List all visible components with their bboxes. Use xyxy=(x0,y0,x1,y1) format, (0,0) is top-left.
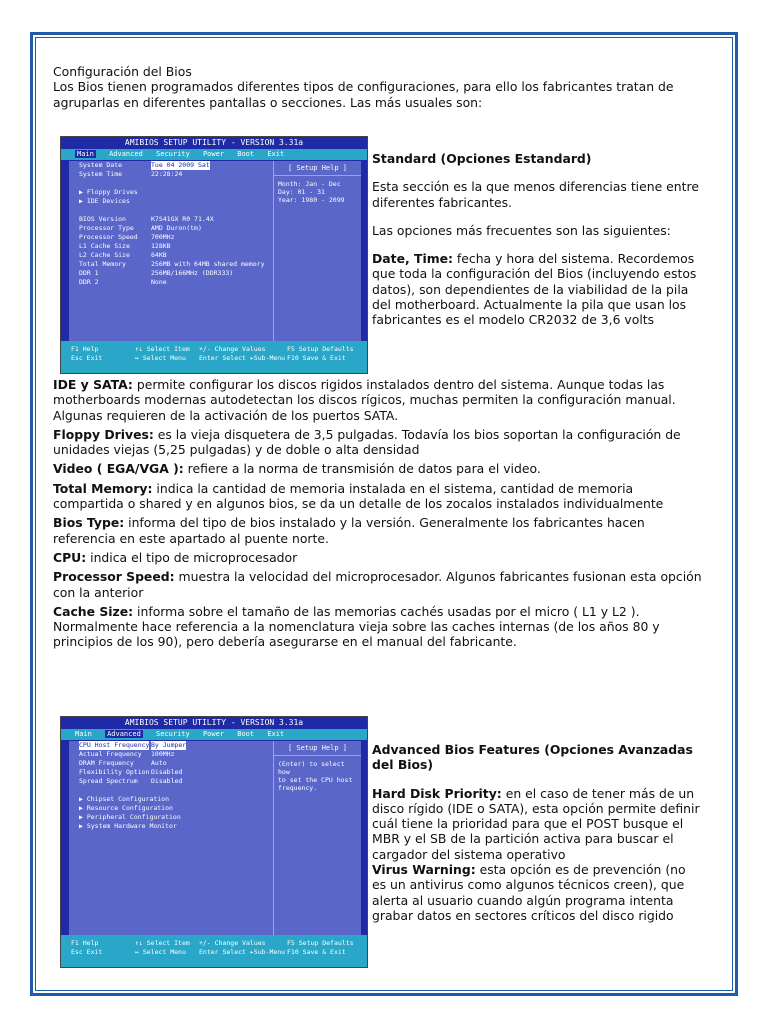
intro-title: Configuración del Bios xyxy=(53,64,192,79)
item-label: Processor Speed: xyxy=(53,569,175,585)
item-label: Bios Type: xyxy=(53,515,125,531)
bios-setting-row xyxy=(69,197,273,206)
bios-screenshot-standard xyxy=(60,136,368,374)
bios-help-text: (Enter) to select how to set the CPU host frequency. xyxy=(278,760,353,792)
bios-menu-advanced: Advanced xyxy=(107,730,141,738)
bios-setting-row xyxy=(69,813,273,822)
item-label: Floppy Drives: xyxy=(53,426,154,442)
bios-settings-panel xyxy=(69,741,273,935)
bios-setting-name: L2 Cache Size xyxy=(79,251,130,259)
bios-footer-line xyxy=(71,345,357,354)
bios-setting-row xyxy=(69,251,273,260)
bios-footer-key: F5 Setup Defaults xyxy=(287,939,354,947)
bios-setting-name: DRAM Frequency xyxy=(79,759,134,767)
bios-help-panel xyxy=(273,741,361,935)
list-item-cache-size xyxy=(53,604,705,650)
bios-help-title: [ Setup Help ] xyxy=(274,161,361,176)
bios-footer-key: F10 Save & Exit xyxy=(287,948,346,956)
bios-setting-name: System Time xyxy=(79,170,123,178)
item-text: informa del tipo de bios instalado y la versión. Generalmente los fabricantes hacen referencia en este apartado al puente norte. xyxy=(53,515,645,546)
bios-footer-line xyxy=(71,354,357,363)
bios-setting-name: Actual Frequency xyxy=(79,750,142,758)
bios-footer-key: F10 Save & Exit xyxy=(287,354,346,362)
bios-setting-row xyxy=(69,786,273,795)
bios-setting-row xyxy=(69,750,273,759)
bios-menu-exit: Exit xyxy=(267,150,285,158)
bios-setting-value: None xyxy=(151,278,167,286)
advanced-section xyxy=(372,742,702,923)
virus-warning-text: esta opción es de prevención (no es un antivirus como algunos técnicos creen), que alerta al usuario cuando algún programa intenta grabar datos en sectores críticos del disco rigido xyxy=(372,862,686,923)
bios-help-panel xyxy=(273,161,361,341)
bios-setting-name: DDR 1 xyxy=(79,269,99,277)
item-text: refiere a la norma de transmisión de datos para el video. xyxy=(183,461,541,477)
bios-menubar xyxy=(61,729,367,740)
bios-setting-value: AMD Duron(tm) xyxy=(151,224,202,232)
advanced-heading: Advanced Bios Features (Opciones Avanzadas del Bios) xyxy=(372,742,693,773)
bios-setting-name: Spread Spectrum xyxy=(79,777,138,785)
bios-setting-row xyxy=(69,768,273,777)
bios-setting-value: Disabled xyxy=(151,777,183,785)
item-text: indica la cantidad de memoria instalada en el sistema, cantidad de memoria compartida o shared y en algunos bios, se da un detalle de los zocalos instalados individualmente xyxy=(53,480,664,512)
item-label: Cache Size: xyxy=(53,603,134,619)
bios-footer-key: F5 Setup Defaults xyxy=(287,345,354,353)
bios-menu-advanced: Advanced xyxy=(109,150,143,158)
bios-setting-name: DDR 2 xyxy=(79,278,99,286)
list-item-ide-sata xyxy=(53,377,705,423)
virus-warning-paragraph xyxy=(372,862,702,923)
bios-footer-key: +/- Change Values xyxy=(199,939,266,947)
list-item-processor-speed xyxy=(53,569,705,600)
bios-setting-name: ▶ System Hardware Monitor xyxy=(79,822,177,830)
bios-footer xyxy=(61,341,367,373)
bios-setting-row xyxy=(69,242,273,251)
bios-menu-security: Security xyxy=(156,150,190,158)
bios-setting-name: ▶ Chipset Configuration xyxy=(79,795,170,803)
bios-title: AMIBIOS SETUP UTILITY - VERSION 3.31a xyxy=(61,137,367,149)
bios-footer-key: F1 Help xyxy=(71,345,99,353)
bios-menu-power: Power xyxy=(202,150,225,158)
bios-footer-key: Esc Exit xyxy=(71,354,103,362)
bios-setting-name: BIOS Version xyxy=(79,215,126,223)
bios-setting-row xyxy=(69,795,273,804)
list-item-cpu xyxy=(53,550,705,565)
list-item-bios-type xyxy=(53,515,705,546)
standard-heading: Standard (Opciones Estandard) xyxy=(372,151,592,166)
standard-section xyxy=(372,151,702,328)
item-text: indica el tipo de microprocesador xyxy=(86,549,298,565)
item-label: CPU: xyxy=(53,549,87,565)
standard-p2: Las opciones más frecuentes son las siguientes: xyxy=(372,222,671,238)
bios-footer-key: ↑↓ Select Item xyxy=(135,345,190,353)
bios-setting-value: 128KB xyxy=(151,242,171,250)
bios-menu-main: Main xyxy=(77,150,94,158)
bios-setting-row xyxy=(69,759,273,768)
bios-setting-name: ▶ Floppy Drives xyxy=(79,188,138,196)
bios-setting-row xyxy=(69,278,273,287)
list-item-video xyxy=(53,461,705,476)
intro-text: Los Bios tienen programados diferentes tipos de configuraciones, para ello los fabricantes tratan de agruparlas en diferentes pantallas o secciones. Las más usuales son: xyxy=(53,79,674,110)
bios-menu-boot: Boot xyxy=(237,730,255,738)
bios-setting-name: Processor Speed xyxy=(79,233,138,241)
item-label: Total Memory: xyxy=(53,480,153,496)
bios-menubar xyxy=(61,149,367,160)
bios-footer-key: Enter Select ▸Sub-Menu xyxy=(199,948,286,956)
intro xyxy=(53,64,705,110)
bios-setting-name: ▶ IDE Devices xyxy=(79,197,130,205)
bios-setting-row xyxy=(69,206,273,215)
bios-footer-key: ↔ Select Menu xyxy=(135,948,186,956)
bios-setting-row xyxy=(69,161,273,170)
bios-setting-value: By Jumper xyxy=(151,741,187,749)
bios-setting-row xyxy=(69,822,273,831)
item-label: Video ( EGA/VGA ): xyxy=(53,461,184,477)
bios-setting-row xyxy=(69,179,273,188)
item-text: permite configurar los discos rigidos instalados dentro del sistema. Aunque todas las motherboards modernas autodetectan los discos rígicos, muchas permiten la configuración manual. Algunas requieren de la activación de los puertos SATA. xyxy=(53,377,676,423)
bios-setting-name: ▶ Resource Configuration xyxy=(79,804,173,812)
bios-footer-key: ↑↓ Select Item xyxy=(135,939,190,947)
options-list xyxy=(53,377,705,654)
bios-setting-value: 22:28:24 xyxy=(151,170,183,178)
hard-disk-priority-label: Hard Disk Priority: xyxy=(372,785,502,801)
standard-p1: Esta sección es la que menos diferencias tiene entre diferentes fabricantes. xyxy=(372,179,699,210)
bios-setting-value: 700MHz xyxy=(151,233,175,241)
bios-setting-value: K7S41GX R0 71.4X xyxy=(151,215,214,223)
date-time-text: fecha y hora del sistema. Recordemos que toda la configuración del Bios (incluyendo estos datos), son dependientes de la viabilidad de la pila del motherboard. Actualmente la pila que usan los fabricantes es el modelo CR2032 de 3,6 volts xyxy=(372,251,697,328)
bios-menu-power: Power xyxy=(202,730,225,738)
bios-setting-name: Processor Type xyxy=(79,224,134,232)
list-item-floppy xyxy=(53,427,705,458)
bios-setting-row xyxy=(69,269,273,278)
bios-menu-main: Main xyxy=(75,730,92,738)
bios-setting-value: 64KB xyxy=(151,251,167,259)
bios-menu-exit: Exit xyxy=(267,730,285,738)
bios-footer-key: Enter Select ▸Sub-Menu xyxy=(199,354,286,362)
bios-setting-value: Auto xyxy=(151,759,167,767)
bios-setting-name: Flexibility Option xyxy=(79,768,150,776)
bios-footer-key: Esc Exit xyxy=(71,948,103,956)
bios-setting-row xyxy=(69,233,273,242)
bios-setting-name: CPU Host Frequency xyxy=(79,741,150,749)
bios-setting-name: ▶ Peripheral Configuration xyxy=(79,813,181,821)
bios-settings-panel xyxy=(69,161,273,341)
bios-footer-key: +/- Change Values xyxy=(199,345,266,353)
bios-setting-value: 256MB with 64MB shared memory xyxy=(151,260,265,268)
item-text: informa sobre el tamaño de las memorias cachés usadas por el micro ( L1 y L2 ). Normalmente hace referencia a la nomenclatura vieja sobre las caches internas (de los años 80 y principios de los 90), pero debería asegurarse en el manual del fabricante. xyxy=(53,603,660,650)
bios-setting-row xyxy=(69,188,273,197)
bios-setting-row xyxy=(69,170,273,179)
bios-setting-name: System Date xyxy=(79,161,123,169)
bios-setting-value: 100MHz xyxy=(151,750,175,758)
bios-title: AMIBIOS SETUP UTILITY - VERSION 3.31a xyxy=(61,717,367,729)
bios-setting-row xyxy=(69,741,273,750)
bios-menu-boot: Boot xyxy=(237,150,255,158)
bios-setting-name: L1 Cache Size xyxy=(79,242,130,250)
bios-setting-value: Disabled xyxy=(151,768,183,776)
bios-footer xyxy=(61,935,367,967)
list-item-total-memory xyxy=(53,481,705,512)
bios-help-title: [ Setup Help ] xyxy=(274,741,361,756)
bios-setting-value: 256MB/166MHz (DDR333) xyxy=(151,269,234,277)
item-text: es la vieja disquetera de 3,5 pulgadas. Todavía los bios soportan la configuración de unidades viejas (5,25 pulgadas) y de doble o alta densidad xyxy=(53,426,681,458)
hard-disk-priority-text: en el caso de tener más de un disco rígido (IDE o SATA), esta opción permite definir cuál tiene la prioridad para que el POST busque el MBR y el SB de la partición activa para buscar el cargador del sistema operativo xyxy=(372,785,700,862)
bios-footer-line xyxy=(71,948,357,957)
virus-warning-label: Virus Warning: xyxy=(372,862,476,878)
bios-setting-row xyxy=(69,260,273,269)
item-label: IDE y SATA: xyxy=(53,377,133,392)
hard-disk-priority-paragraph xyxy=(372,786,702,862)
bios-footer-key: ↔ Select Menu xyxy=(135,354,186,362)
item-text: muestra la velocidad del microprocesador. Algunos fabricantes fusionan esta opción con la anterior xyxy=(53,569,702,600)
date-time-label: Date, Time: xyxy=(372,251,453,267)
bios-setting-value: Tue 04 2009 Sat xyxy=(151,161,210,169)
bios-help-text: Month: Jan - Dec Day: 01 - 31 Year: 1980 - 2099 xyxy=(278,180,345,204)
bios-setting-row xyxy=(69,215,273,224)
bios-screenshot-advanced xyxy=(60,716,368,968)
bios-footer-line xyxy=(71,939,357,948)
bios-setting-row xyxy=(69,804,273,813)
bios-setting-name: Total Memory xyxy=(79,260,126,268)
date-time-paragraph xyxy=(372,251,702,327)
bios-footer-key: F1 Help xyxy=(71,939,99,947)
bios-setting-row xyxy=(69,777,273,786)
bios-menu-security: Security xyxy=(156,730,190,738)
bios-setting-row xyxy=(69,224,273,233)
